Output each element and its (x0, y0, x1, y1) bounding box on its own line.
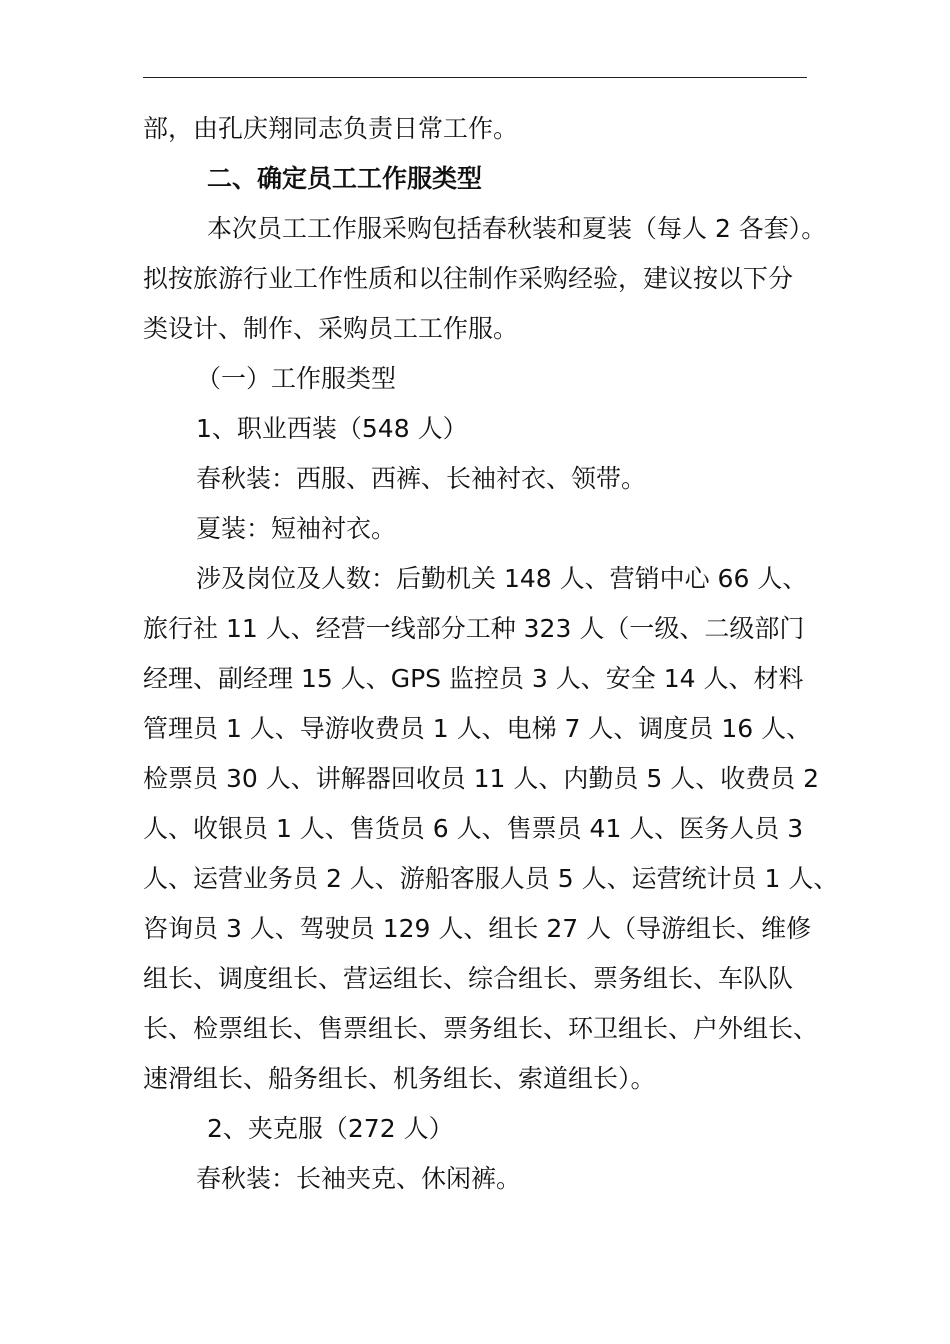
list-item-heading: 1、职业西装（548 人） (196, 414, 468, 443)
section-heading: 二、确定员工工作服类型 (207, 164, 483, 193)
subsection-heading: （一）工作服类型 (196, 364, 397, 393)
header-rule (143, 77, 807, 78)
paragraph-line: 本次员工工作服采购包括春秋装和夏装（每人 2 各套）。 (207, 214, 827, 243)
paragraph-line: 速滑组长、船务组长、机务组长、索道组长）。 (143, 1064, 656, 1093)
paragraph-line: 旅行社 11 人、经营一线部分工种 323 人（一级、二级部门 (143, 614, 805, 643)
paragraph-line: 管理员 1 人、导游收费员 1 人、电梯 7 人、调度员 16 人、 (143, 714, 812, 743)
paragraph-line: 春秋装：西服、西裤、长袖衬衣、领带。 (196, 464, 647, 493)
paragraph-line: 拟按旅游行业工作性质和以往制作采购经验，建议按以下分 (143, 264, 794, 293)
paragraph-line: 人、运营业务员 2 人、游船客服人员 5 人、运营统计员 1 人、 (143, 864, 839, 893)
paragraph-line: 检票员 30 人、讲解器回收员 11 人、内勤员 5 人、收费员 2 (143, 764, 820, 793)
paragraph-line: 夏装：短袖衬衣。 (196, 514, 397, 543)
list-item-heading: 2、夹克服（272 人） (207, 1114, 454, 1143)
paragraph-line: 经理、副经理 15 人、GPS 监控员 3 人、安全 14 人、材料 (143, 664, 804, 693)
paragraph-line: 春秋装：长袖夹克、休闲裤。 (196, 1164, 522, 1193)
paragraph-line: 人、收银员 1 人、售货员 6 人、售票员 41 人、医务人员 3 (143, 814, 804, 843)
paragraph-line: 涉及岗位及人数：后勤机关 148 人、营销中心 66 人、 (196, 564, 808, 593)
paragraph-line: 长、检票组长、售票组长、票务组长、环卫组长、户外组长、 (143, 1014, 819, 1043)
paragraph-continuation: 部，由孔庆翔同志负责日常工作。 (143, 114, 519, 143)
paragraph-line: 类设计、制作、采购员工工作服。 (143, 314, 519, 343)
paragraph-line: 咨询员 3 人、驾驶员 129 人、组长 27 人（导游组长、维修 (143, 914, 812, 943)
paragraph-line: 组长、调度组长、营运组长、综合组长、票务组长、车队队 (143, 964, 794, 993)
